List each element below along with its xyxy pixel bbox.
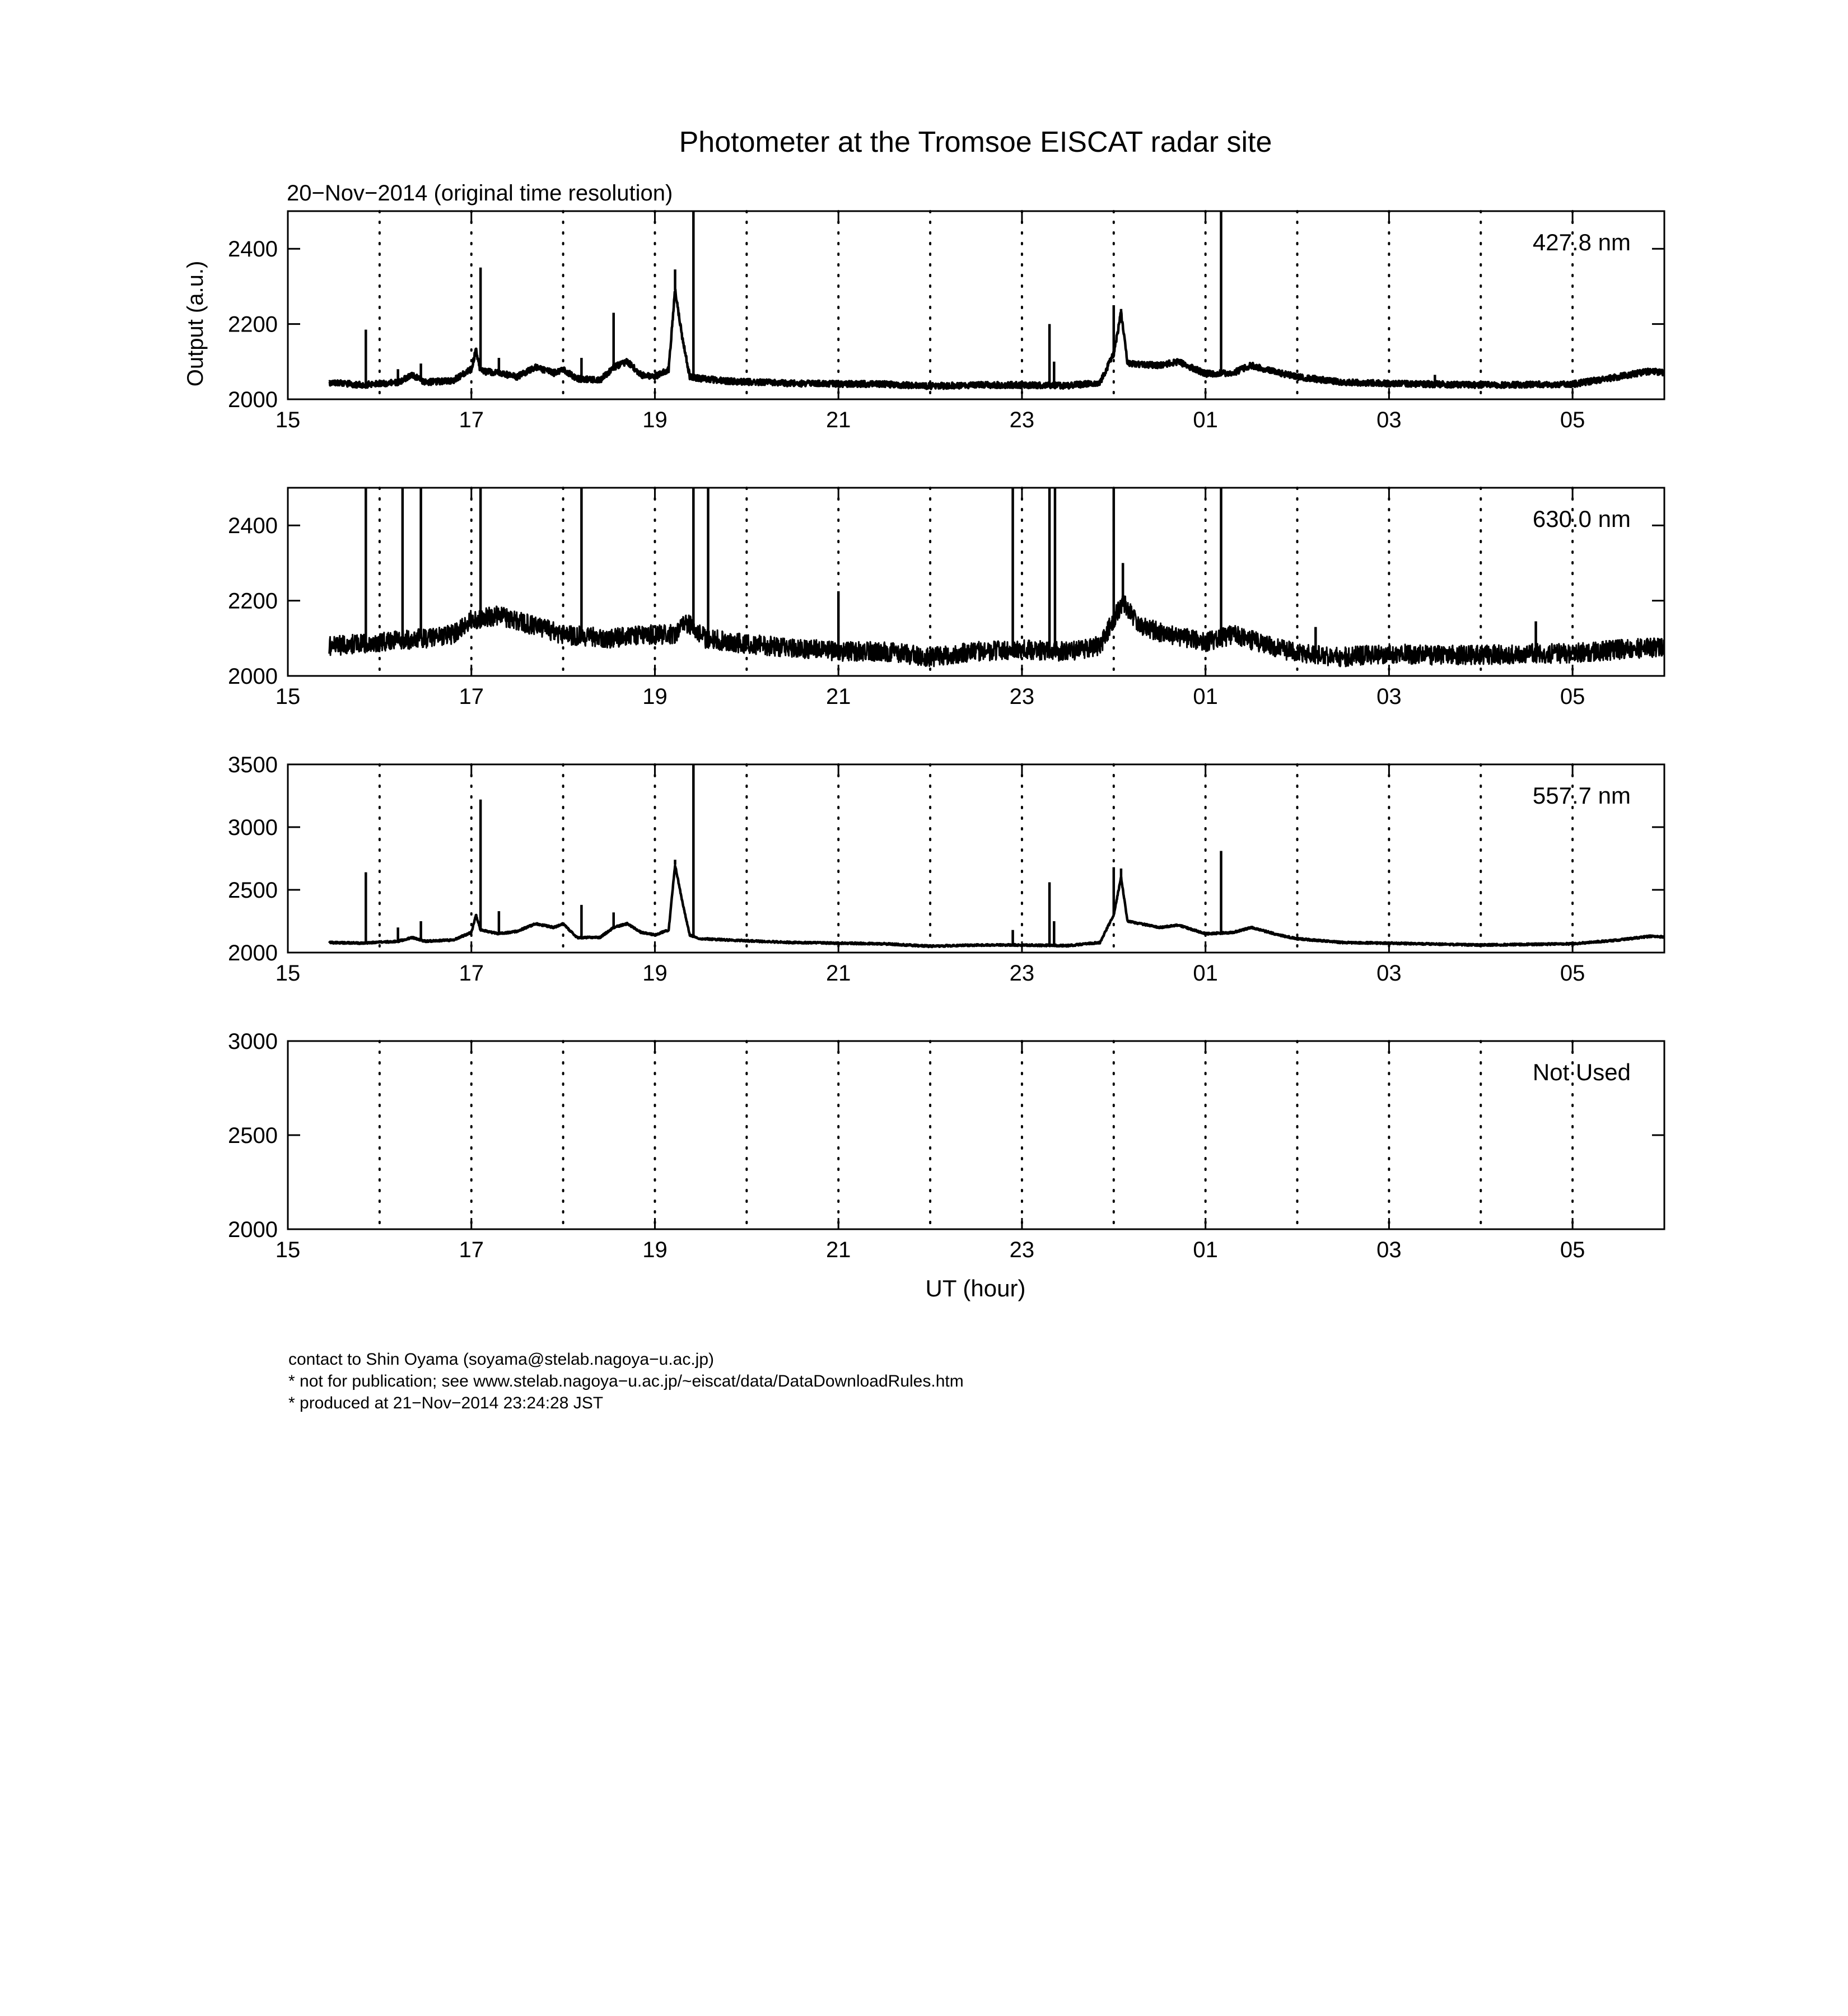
series-trace <box>329 488 1701 666</box>
figure-title: Photometer at the Tromsoe EISCAT radar site <box>679 126 1272 158</box>
x-tick-label: 19 <box>642 1238 668 1262</box>
panel-label: 630.0 nm <box>1532 506 1631 532</box>
y-axis-label: Output (a.u.) <box>183 260 208 387</box>
footer-contact: contact to Shin Oyama (soyama@stelab.nagoya−u.ac.jp) <box>288 1350 715 1369</box>
y-tick-label: 2000 <box>228 664 278 689</box>
series-trace <box>329 764 1701 947</box>
y-tick-label: 3500 <box>228 753 278 777</box>
x-tick-label: 15 <box>275 408 301 432</box>
x-tick-label: 01 <box>1193 961 1218 986</box>
x-tick-label: 15 <box>275 684 301 709</box>
x-tick-label: 15 <box>275 1238 301 1262</box>
footer-produced-note: * produced at 21−Nov−2014 23:24:28 JST <box>288 1394 604 1412</box>
y-tick-label: 3000 <box>228 815 278 840</box>
x-tick-label: 15 <box>275 961 301 986</box>
y-tick-label: 2000 <box>228 1217 278 1242</box>
panel-label: 557.7 nm <box>1532 782 1631 809</box>
x-tick-label: 23 <box>1009 1238 1035 1262</box>
x-tick-label: 05 <box>1560 1238 1585 1262</box>
panel-4 <box>228 1029 1664 1262</box>
panel-label: Not Used <box>1532 1059 1631 1085</box>
x-tick-label: 03 <box>1376 961 1402 986</box>
panel-label: 427.8 nm <box>1532 229 1631 255</box>
footer-rules-note: * not for publication; see www.stelab.nagoya−u.ac.jp/~eiscat/data/DataDownloadRules.htm <box>288 1372 964 1390</box>
series-line <box>329 290 1701 389</box>
panel-2 <box>228 488 1701 709</box>
y-tick-label: 2400 <box>228 514 278 539</box>
x-tick-label: 23 <box>1009 408 1035 432</box>
series-line <box>329 596 1701 666</box>
x-tick-label: 05 <box>1560 408 1585 432</box>
axes-box <box>288 1041 1664 1229</box>
x-tick-label: 03 <box>1376 408 1402 432</box>
y-tick-label: 2200 <box>228 589 278 614</box>
x-tick-label: 21 <box>825 408 851 432</box>
panel-3 <box>228 753 1701 986</box>
x-tick-label: 01 <box>1193 408 1218 432</box>
x-tick-label: 01 <box>1193 684 1218 709</box>
x-axis-label: UT (hour) <box>925 1275 1026 1301</box>
y-tick-label: 2000 <box>228 388 278 412</box>
x-tick-label: 17 <box>459 961 484 986</box>
x-tick-label: 19 <box>642 408 668 432</box>
axes-box <box>288 764 1664 953</box>
x-tick-label: 23 <box>1009 684 1035 709</box>
x-tick-label: 21 <box>825 961 851 986</box>
x-tick-label: 17 <box>459 1238 484 1262</box>
x-tick-label: 17 <box>459 408 484 432</box>
y-tick-label: 2500 <box>228 878 278 903</box>
y-tick-label: 2500 <box>228 1123 278 1148</box>
x-tick-label: 21 <box>825 684 851 709</box>
series-line <box>329 866 1701 947</box>
x-tick-label: 05 <box>1560 961 1585 986</box>
y-tick-label: 3000 <box>228 1029 278 1054</box>
y-tick-label: 2000 <box>228 941 278 965</box>
y-tick-label: 2400 <box>228 237 278 262</box>
x-tick-label: 19 <box>642 961 668 986</box>
x-tick-label: 17 <box>459 684 484 709</box>
x-tick-label: 03 <box>1376 1238 1402 1262</box>
x-tick-label: 01 <box>1193 1238 1218 1262</box>
panel-1 <box>228 211 1701 432</box>
x-tick-label: 05 <box>1560 684 1585 709</box>
x-tick-label: 23 <box>1009 961 1035 986</box>
figure-subtitle: 20−Nov−2014 (original time resolution) <box>287 181 673 206</box>
y-tick-label: 2200 <box>228 312 278 337</box>
series-trace <box>329 211 1701 389</box>
x-tick-label: 19 <box>642 684 668 709</box>
x-tick-label: 03 <box>1376 684 1402 709</box>
x-tick-label: 21 <box>825 1238 851 1262</box>
